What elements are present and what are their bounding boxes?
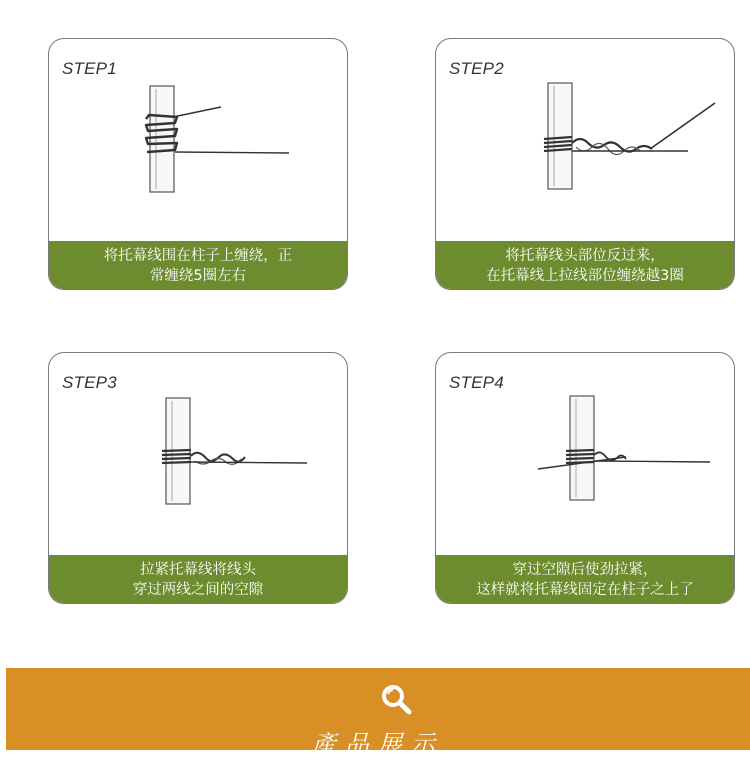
caption-line-2: 在托幕线上拉线部位缠绕越3圈 xyxy=(486,267,684,284)
step2-illustration xyxy=(436,39,735,244)
step-caption xyxy=(49,241,347,289)
caption-line-2: 常缠绕5圈左右 xyxy=(149,267,247,284)
step-label: STEP1 xyxy=(62,59,117,78)
search-icon xyxy=(379,682,413,716)
step-caption xyxy=(436,241,734,289)
step-caption xyxy=(436,555,734,603)
step-card-1 xyxy=(48,38,348,290)
step-label: STEP2 xyxy=(449,59,504,78)
caption-line-2: 穿过两线之间的空隙 xyxy=(132,581,264,598)
step-label: STEP3 xyxy=(62,373,117,392)
step3-illustration xyxy=(49,353,348,558)
step-card-2 xyxy=(435,38,735,290)
step4-illustration xyxy=(436,353,735,558)
caption-line-1: 穿过空隙后使劲拉紧， xyxy=(512,561,658,578)
step1-illustration xyxy=(49,39,348,244)
step-card-3 xyxy=(48,352,348,604)
caption-line-2: 这样就将托幕线固定在柱子之上了 xyxy=(476,581,694,598)
step-caption xyxy=(49,555,347,603)
step-label: STEP4 xyxy=(449,373,504,392)
caption-line-1: 拉紧托幕线将线头 xyxy=(140,561,256,578)
caption-line-1: 将托幕线围在柱子上缠绕，正 xyxy=(103,247,293,264)
step-card-4 xyxy=(435,352,735,604)
caption-line-1: 将托幕线头部位反过来， xyxy=(505,247,665,264)
banner-title: 產品展示 xyxy=(312,730,444,758)
product-display-banner xyxy=(6,668,750,758)
